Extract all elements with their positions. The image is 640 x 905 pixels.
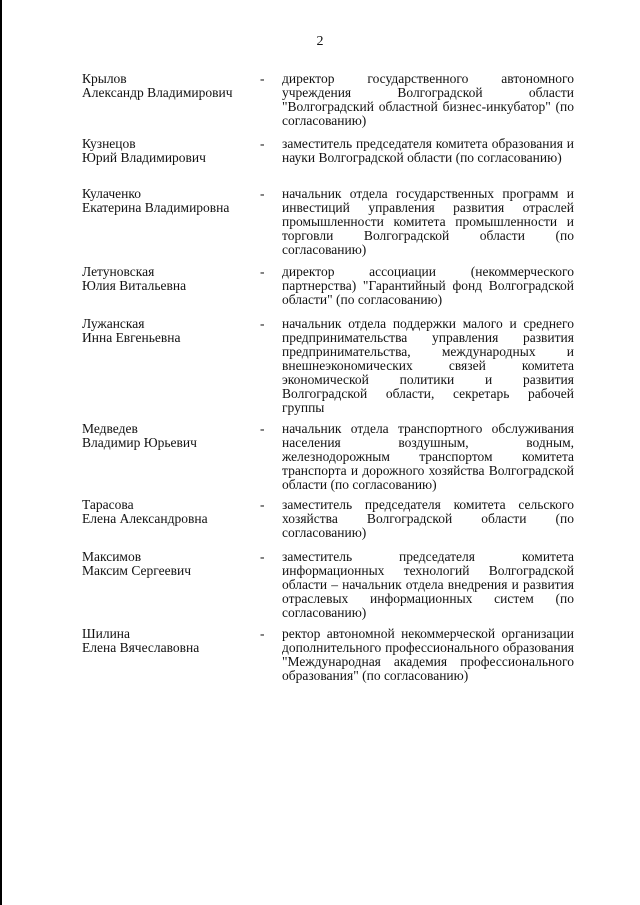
member-position: начальник отдела транспортного обслуживания населения воздушным, водным, железнодорожным транспортом комитета транспорта и дорожного хозяйства Волгоградской области (по согласованию) xyxy=(282,421,574,492)
scan-left-edge xyxy=(0,0,2,905)
member-position: начальник отдела государственных программ и инвестиций управления развития отраслей промышленности комитета промышленности и торговли Волгоградской области (по согласованию) xyxy=(282,186,574,257)
member-given-names: Юрий Владимирович xyxy=(82,150,206,165)
member-position: директор государственного автономного учреждения Волгоградской области "Волгоградский областной бизнес-инкубатор" (по согласованию) xyxy=(282,71,574,128)
member-surname: Летуновская xyxy=(82,264,155,279)
page-number: 2 xyxy=(316,34,324,49)
member-given-names: Елена Александровна xyxy=(82,511,208,526)
member-surname: Крылов xyxy=(82,71,127,86)
dash-separator: - xyxy=(260,549,265,564)
dash-separator: - xyxy=(260,626,265,641)
member-surname: Максимов xyxy=(82,549,142,564)
dash-separator: - xyxy=(260,136,265,151)
dash-separator: - xyxy=(260,186,265,201)
member-surname: Кузнецов xyxy=(82,136,136,151)
member-position: ректор автономной некоммерческой организации дополнительного профессионального образования "Международная академия профессионального образования" (по согласованию) xyxy=(282,626,574,683)
member-given-names: Екатерина Владимировна xyxy=(82,200,230,215)
dash-separator: - xyxy=(260,497,265,512)
dash-separator: - xyxy=(260,316,265,331)
member-position: начальник отдела поддержки малого и среднего предпринимательства управления развития предпринимательства, международных и внешнеэкономических связей комитета экономической политики и развития Волгоградской области, секретарь рабочей группы xyxy=(282,316,574,415)
member-surname: Тарасова xyxy=(82,497,134,512)
member-name xyxy=(82,422,257,450)
member-name xyxy=(82,498,257,526)
member-name xyxy=(82,137,257,165)
dash-separator: - xyxy=(260,71,265,86)
dash-separator: - xyxy=(260,421,265,436)
member-surname: Шилина xyxy=(82,626,131,641)
member-given-names: Александр Владимирович xyxy=(82,85,233,100)
member-position: заместитель председателя комитета образования и науки Волгоградской области (по согласованию) xyxy=(282,136,574,165)
member-given-names: Юлия Витальевна xyxy=(82,278,187,293)
member-name xyxy=(82,187,257,215)
member-position: директор ассоциации (некоммерческого партнерства) "Гарантийный фонд Волгоградской области" (по согласованию) xyxy=(282,264,574,307)
member-given-names: Инна Евгеньевна xyxy=(82,330,181,345)
member-name xyxy=(82,550,257,578)
dash-separator: - xyxy=(260,264,265,279)
member-name xyxy=(82,72,257,100)
member-given-names: Владимир Юрьевич xyxy=(82,435,197,450)
member-name xyxy=(82,265,257,293)
member-name xyxy=(82,317,257,345)
member-given-names: Елена Вячеславовна xyxy=(82,640,200,655)
member-name xyxy=(82,627,257,655)
member-position: заместитель председателя комитета сельского хозяйства Волгоградской области (по согласованию) xyxy=(282,497,574,540)
member-surname: Лужанская xyxy=(82,316,145,331)
member-given-names: Максим Сергеевич xyxy=(82,563,191,578)
member-surname: Медведев xyxy=(82,421,138,436)
member-surname: Кулаченко xyxy=(82,186,141,201)
member-position: заместитель председателя комитета информационных технологий Волгоградской области – начальник отдела внедрения и развития отраслевых информационных систем (по согласованию) xyxy=(282,549,574,620)
